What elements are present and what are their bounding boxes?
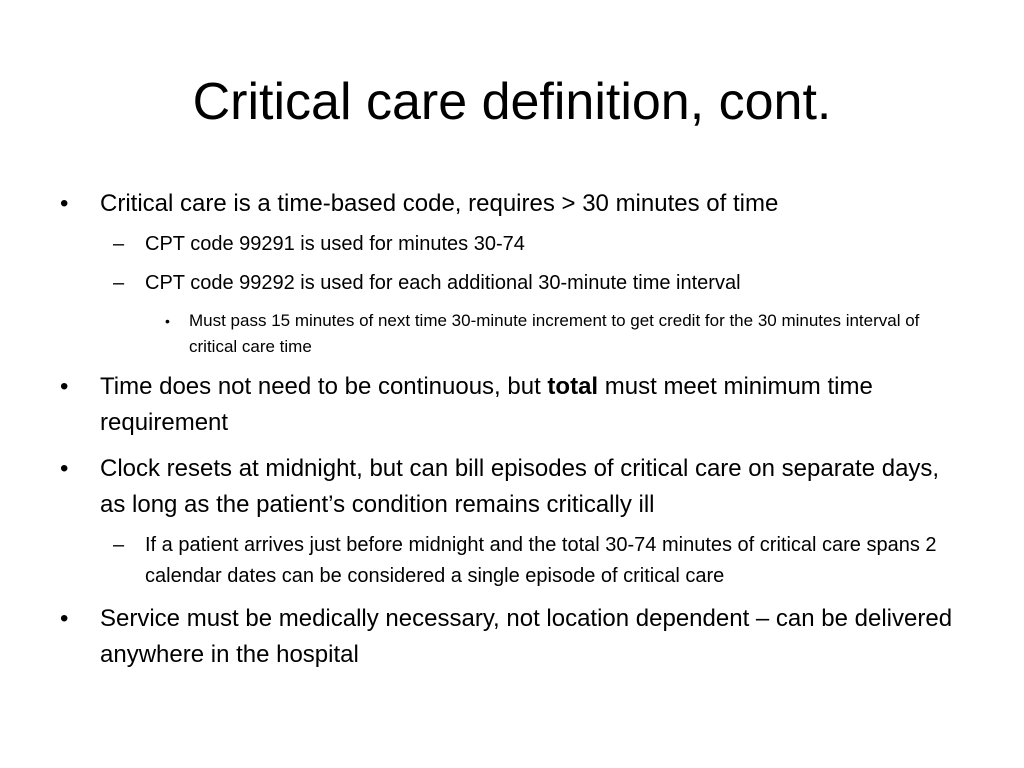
bullet-clock-resets xyxy=(60,451,960,523)
bullet-time-based-code xyxy=(60,186,960,222)
sub-bullet-text: If a patient arrives just before midnight and the total 30-74 minutes of critical care spans 2 calendar dates can be considered a single episode of critical care xyxy=(145,534,937,587)
bullet-marker: • xyxy=(60,455,69,482)
bullet-marker: • xyxy=(60,373,69,400)
bullet-text-bold: total xyxy=(547,373,599,400)
dash-marker: – xyxy=(113,233,125,255)
bullet-medically-necessary xyxy=(60,601,960,673)
slide-title: Critical care definition, cont. xyxy=(192,73,832,131)
sub-bullet-99291 xyxy=(113,229,960,260)
bullet-text: Clock resets at midnight, but can bill episodes of critical care on separate days, as long as the patient’s condition remains critically ill xyxy=(100,455,940,518)
bullet-text: Critical care is a time-based code, requires > 30 minutes of time xyxy=(100,190,779,217)
bullet-time-continuous xyxy=(60,369,960,441)
bullet-text-after: must meet minimum time requirement xyxy=(100,373,873,436)
bullet-text-before: Time does not need to be continuous, but xyxy=(100,373,548,400)
dash-marker: – xyxy=(113,272,125,294)
bullet-marker: • xyxy=(60,605,69,632)
bullet-marker: • xyxy=(165,313,170,329)
sub-sub-bullet-text: Must pass 15 minutes of next time 30-minute increment to get credit for the 30 minutes interval of critical care time xyxy=(189,311,920,356)
sub-bullet-text: CPT code 99291 is used for minutes 30-74 xyxy=(145,233,525,255)
sub-sub-bullet-15-minutes xyxy=(165,308,959,360)
sub-bullet-midnight-arrival xyxy=(113,530,960,592)
dash-marker: – xyxy=(113,534,125,556)
bullet-marker: • xyxy=(60,190,69,217)
sub-bullet-99292 xyxy=(113,268,960,299)
sub-bullet-text: CPT code 99292 is used for each additional 30-minute time interval xyxy=(145,272,741,294)
bullet-text: Service must be medically necessary, not location dependent – can be delivered anywhere in the hospital xyxy=(100,605,953,668)
